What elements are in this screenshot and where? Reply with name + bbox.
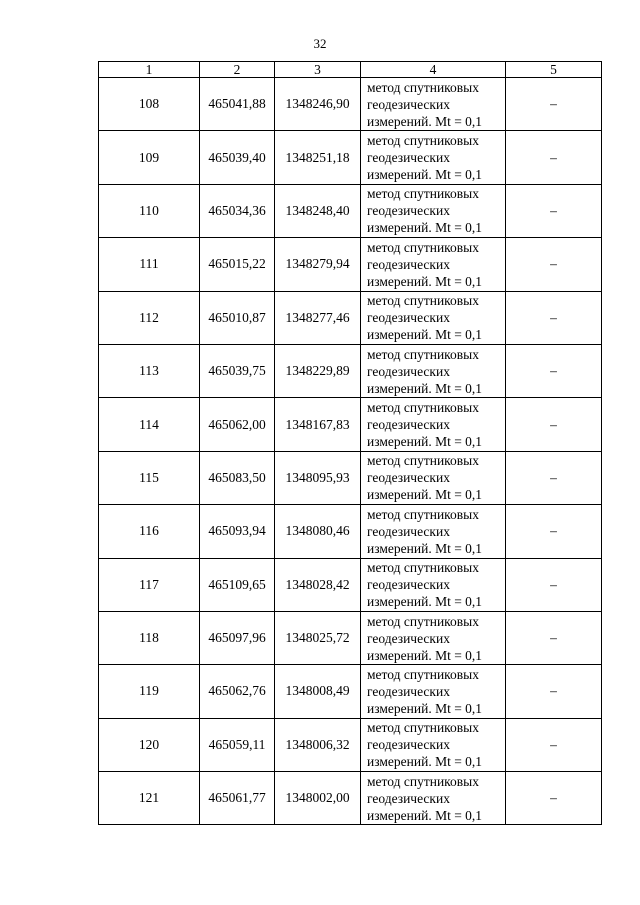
coord-x-cell: 465039,40	[200, 131, 275, 184]
note-cell: –	[506, 665, 602, 718]
method-line: измерений. Mt = 0,1	[367, 167, 483, 183]
method-line: метод спутниковых	[367, 453, 479, 469]
header-col-1: 1	[99, 62, 200, 78]
table-header	[99, 62, 602, 78]
note-cell: –	[506, 611, 602, 664]
note-cell: –	[506, 291, 602, 344]
method-line: метод спутниковых	[367, 773, 479, 789]
method-cell	[361, 131, 506, 184]
method-line: геодезических	[367, 737, 450, 753]
method-line: измерений. Mt = 0,1	[367, 327, 483, 343]
method-cell	[361, 772, 506, 825]
point-number-cell: 108	[99, 78, 200, 131]
coord-y-cell: 1348095,93	[275, 451, 361, 504]
method-line: геодезических	[367, 96, 450, 112]
method-line: метод спутниковых	[367, 666, 479, 682]
table-row	[99, 772, 602, 825]
coord-x-cell: 465061,77	[200, 772, 275, 825]
coord-y-cell: 1348080,46	[275, 505, 361, 558]
point-number-cell: 110	[99, 184, 200, 237]
method-line: геодезических	[367, 203, 450, 219]
method-line: геодезических	[367, 310, 450, 326]
page-number: 32	[313, 36, 327, 51]
note-cell: –	[506, 131, 602, 184]
point-number-cell: 109	[99, 131, 200, 184]
method-line: геодезических	[367, 790, 450, 806]
coord-y-cell: 1348248,40	[275, 184, 361, 237]
method-cell	[361, 718, 506, 771]
point-number-cell: 119	[99, 665, 200, 718]
method-cell	[361, 451, 506, 504]
coord-y-cell: 1348279,94	[275, 238, 361, 291]
table-row	[99, 398, 602, 451]
table-row	[99, 558, 602, 611]
method-cell	[361, 558, 506, 611]
table-row	[99, 451, 602, 504]
method-line: геодезических	[367, 417, 450, 433]
method-line: измерений. Mt = 0,1	[367, 380, 483, 396]
method-line: геодезических	[367, 577, 450, 593]
coord-x-cell: 465097,96	[200, 611, 275, 664]
method-line: метод спутниковых	[367, 186, 479, 202]
note-cell: –	[506, 772, 602, 825]
point-number-cell: 116	[99, 505, 200, 558]
table-row	[99, 344, 602, 397]
method-cell	[361, 398, 506, 451]
method-cell	[361, 78, 506, 131]
coord-y-cell: 1348277,46	[275, 291, 361, 344]
coord-y-cell: 1348002,00	[275, 772, 361, 825]
table-row	[99, 718, 602, 771]
table-body	[99, 78, 602, 825]
table-row	[99, 238, 602, 291]
method-line: измерений. Mt = 0,1	[367, 220, 483, 236]
method-line: метод спутниковых	[367, 346, 479, 362]
method-line: метод спутниковых	[367, 613, 479, 629]
method-line: метод спутниковых	[367, 400, 479, 416]
coord-y-cell: 1348229,89	[275, 344, 361, 397]
header-col-2: 2	[200, 62, 275, 78]
coord-x-cell: 465059,11	[200, 718, 275, 771]
coord-x-cell: 465062,00	[200, 398, 275, 451]
note-cell: –	[506, 505, 602, 558]
coord-y-cell: 1348025,72	[275, 611, 361, 664]
note-cell: –	[506, 78, 602, 131]
note-cell: –	[506, 558, 602, 611]
method-cell	[361, 238, 506, 291]
coord-x-cell: 465083,50	[200, 451, 275, 504]
method-line: измерений. Mt = 0,1	[367, 700, 483, 716]
coord-x-cell: 465062,76	[200, 665, 275, 718]
method-line: геодезических	[367, 683, 450, 699]
method-cell	[361, 505, 506, 558]
method-line: геодезических	[367, 256, 450, 272]
note-cell: –	[506, 184, 602, 237]
point-number-cell: 111	[99, 238, 200, 291]
coord-y-cell: 1348006,32	[275, 718, 361, 771]
header-col-4: 4	[361, 62, 506, 78]
point-number-cell: 112	[99, 291, 200, 344]
point-number-cell: 113	[99, 344, 200, 397]
coord-y-cell: 1348028,42	[275, 558, 361, 611]
coord-x-cell: 465039,75	[200, 344, 275, 397]
method-line: измерений. Mt = 0,1	[367, 540, 483, 556]
header-col-3: 3	[275, 62, 361, 78]
method-line: метод спутниковых	[367, 133, 479, 149]
coord-x-cell: 465093,94	[200, 505, 275, 558]
note-cell: –	[506, 451, 602, 504]
method-line: измерений. Mt = 0,1	[367, 273, 483, 289]
method-cell	[361, 611, 506, 664]
table-row	[99, 131, 602, 184]
method-line: измерений. Mt = 0,1	[367, 754, 483, 770]
point-number-cell: 118	[99, 611, 200, 664]
method-line: геодезических	[367, 630, 450, 646]
table-row	[99, 665, 602, 718]
coord-y-cell: 1348167,83	[275, 398, 361, 451]
coord-y-cell: 1348008,49	[275, 665, 361, 718]
method-line: метод спутниковых	[367, 239, 479, 255]
coord-y-cell: 1348251,18	[275, 131, 361, 184]
method-line: геодезических	[367, 523, 450, 539]
method-line: измерений. Mt = 0,1	[367, 594, 483, 610]
header-col-5: 5	[506, 62, 602, 78]
table-row	[99, 184, 602, 237]
header-row	[99, 62, 602, 78]
method-line: измерений. Mt = 0,1	[367, 434, 483, 450]
coord-x-cell: 465041,88	[200, 78, 275, 131]
method-line: метод спутниковых	[367, 506, 479, 522]
method-cell	[361, 291, 506, 344]
note-cell: –	[506, 344, 602, 397]
coord-x-cell: 465034,36	[200, 184, 275, 237]
coord-x-cell: 465010,87	[200, 291, 275, 344]
note-cell: –	[506, 238, 602, 291]
method-line: измерений. Mt = 0,1	[367, 807, 483, 823]
method-line: измерений. Mt = 0,1	[367, 487, 483, 503]
point-number-cell: 120	[99, 718, 200, 771]
point-number-cell: 114	[99, 398, 200, 451]
method-line: геодезических	[367, 363, 450, 379]
method-cell	[361, 184, 506, 237]
table-row	[99, 611, 602, 664]
table-row	[99, 505, 602, 558]
method-line: метод спутниковых	[367, 79, 479, 95]
coordinates-table	[98, 61, 602, 825]
point-number-cell: 117	[99, 558, 200, 611]
method-line: геодезических	[367, 150, 450, 166]
method-line: измерений. Mt = 0,1	[367, 647, 483, 663]
table-row	[99, 291, 602, 344]
method-line: метод спутниковых	[367, 720, 479, 736]
note-cell: –	[506, 398, 602, 451]
point-number-cell: 121	[99, 772, 200, 825]
method-cell	[361, 344, 506, 397]
coord-x-cell: 465015,22	[200, 238, 275, 291]
note-cell: –	[506, 718, 602, 771]
method-line: измерений. Mt = 0,1	[367, 113, 483, 129]
table-row	[99, 78, 602, 131]
coord-x-cell: 465109,65	[200, 558, 275, 611]
method-line: метод спутниковых	[367, 293, 479, 309]
coord-y-cell: 1348246,90	[275, 78, 361, 131]
point-number-cell: 115	[99, 451, 200, 504]
method-cell	[361, 665, 506, 718]
method-line: геодезических	[367, 470, 450, 486]
method-line: метод спутниковых	[367, 560, 479, 576]
